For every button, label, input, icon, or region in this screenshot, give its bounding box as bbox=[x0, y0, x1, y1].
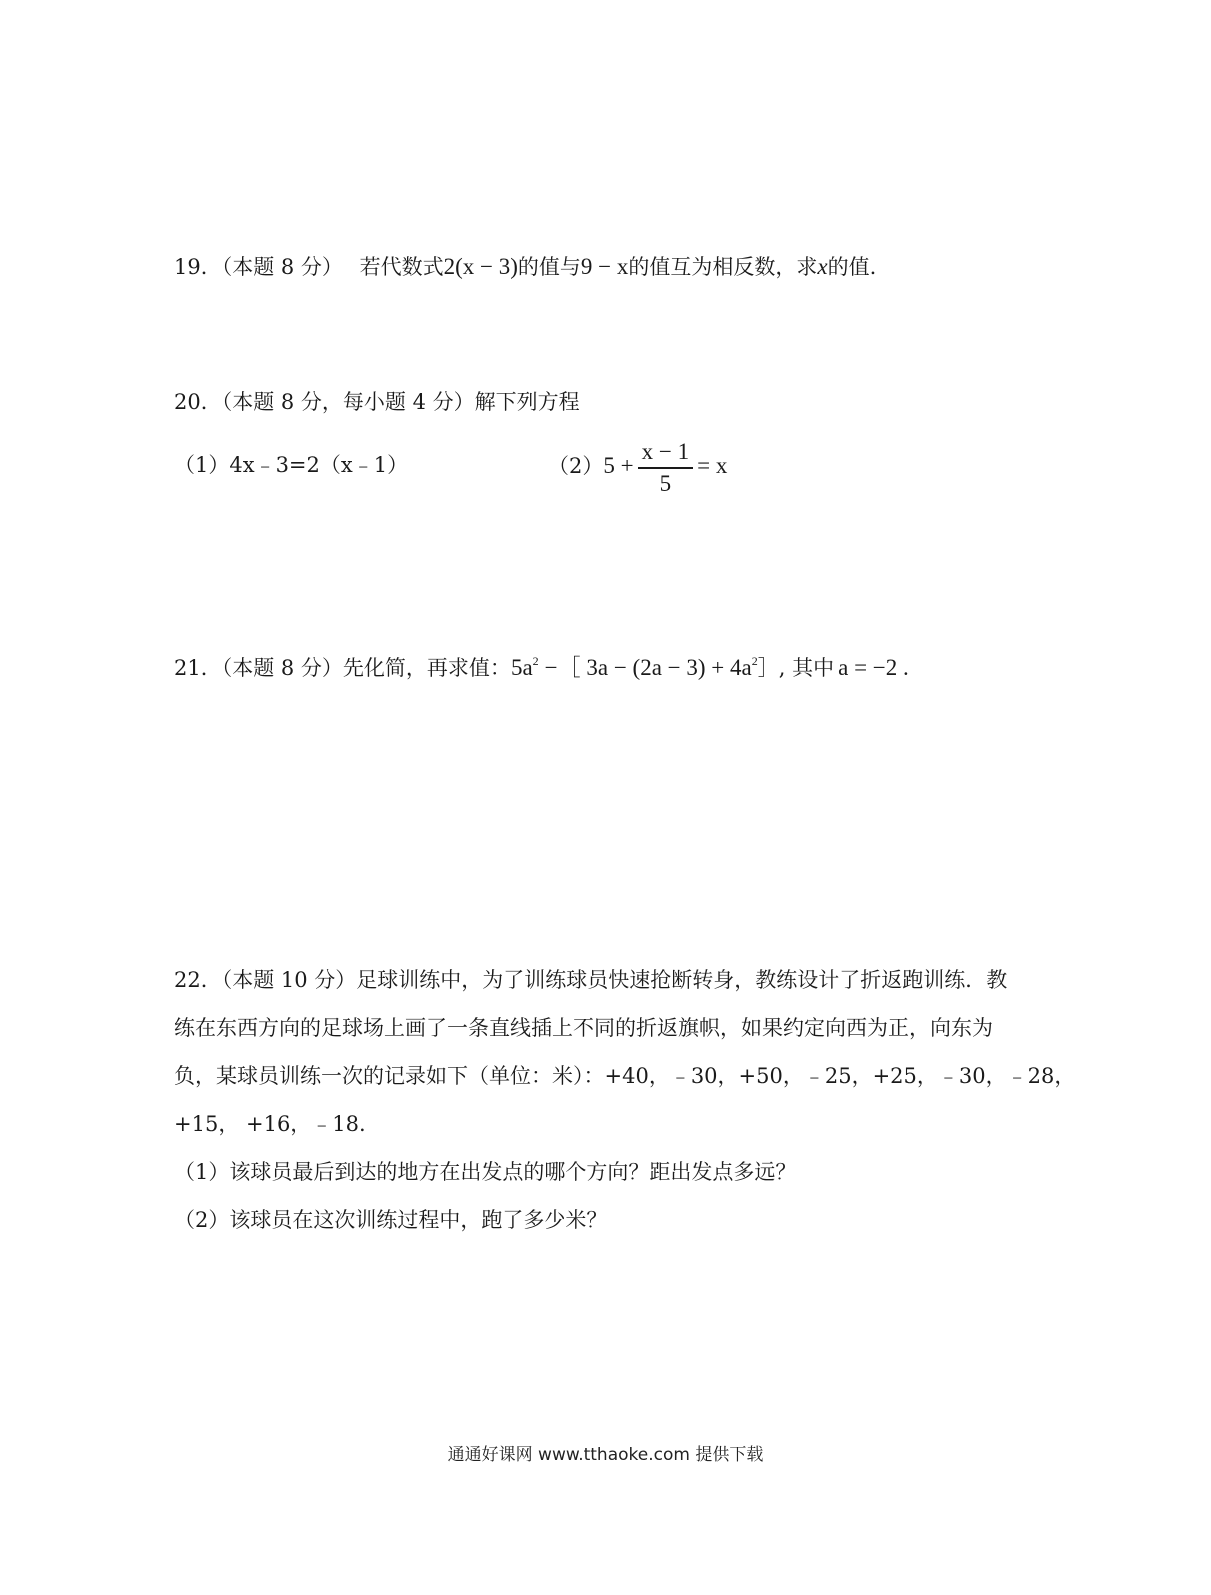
q19-expr-a: 2(x − 3) bbox=[443, 254, 518, 279]
q21-expr2: −［ 3a − (2a − 3) + 4a bbox=[544, 655, 752, 680]
q21-expr1-exponent: 2 bbox=[532, 654, 539, 668]
q19-var: x bbox=[817, 254, 828, 279]
q19-pre: 若代数式 bbox=[359, 255, 444, 279]
q19-mid: 的值与 bbox=[517, 255, 581, 279]
q19-end: 的值. bbox=[827, 255, 877, 279]
page-footer: 通通好课网 www.tthaoke.com 提供下载 bbox=[447, 1445, 764, 1465]
q20-part1: （1）4x﹣3=2（x﹣1） bbox=[174, 453, 409, 477]
q21-expr2-exponent: 2 bbox=[751, 654, 758, 668]
q22-line-2: 练在东西方向的足球场上画了一条直线插上不同的折返旗帜，如果约定向西为正，向东为 bbox=[174, 1016, 993, 1040]
q20-part2-lhs: 5 + bbox=[603, 453, 634, 478]
q21-condition: a = −2 . bbox=[838, 655, 909, 680]
question-21 bbox=[174, 653, 909, 683]
q20-fraction bbox=[638, 437, 693, 499]
q19-expr-b: 9 − x bbox=[580, 254, 629, 279]
q21-label: 21．（本题 8 分）先化简，再求值： bbox=[174, 656, 511, 680]
q21-expr1: 5a bbox=[510, 655, 533, 680]
q19-post: 的值互为相反数，求 bbox=[628, 255, 818, 279]
q20-fraction-numerator: x − 1 bbox=[638, 437, 693, 469]
q22-line-1: 22．（本题 10 分）足球训练中，为了训练球员快速抢断转身，教练设计了折返跑训练．教 bbox=[174, 968, 1008, 992]
q22-subquestion-2: （2）该球员在这次训练过程中，跑了多少米？ bbox=[174, 1208, 608, 1232]
question-20-title: 20．（本题 8 分，每小题 4 分）解下列方程 bbox=[174, 390, 580, 414]
q22-line-3: 负，某球员训练一次的记录如下（单位：米）：+40，﹣30，+50，﹣25，+25，﹣30，﹣28， bbox=[174, 1064, 1076, 1088]
question-19 bbox=[174, 252, 876, 282]
q20-fraction-denominator: 5 bbox=[659, 470, 672, 496]
q20-part2-rhs: = x bbox=[697, 453, 728, 478]
q22-line-4: +15， +16，﹣18. bbox=[174, 1112, 366, 1136]
q19-label: 19．（本题 8 分） bbox=[174, 255, 343, 279]
q20-part2-label: （2） bbox=[548, 454, 604, 478]
q22-subquestion-1: （1）该球员最后到达的地方在出发点的哪个方向？距出发点多远？ bbox=[174, 1160, 797, 1184]
q21-expr3: ］, 其中 bbox=[757, 656, 835, 680]
q20-part2 bbox=[548, 435, 727, 497]
